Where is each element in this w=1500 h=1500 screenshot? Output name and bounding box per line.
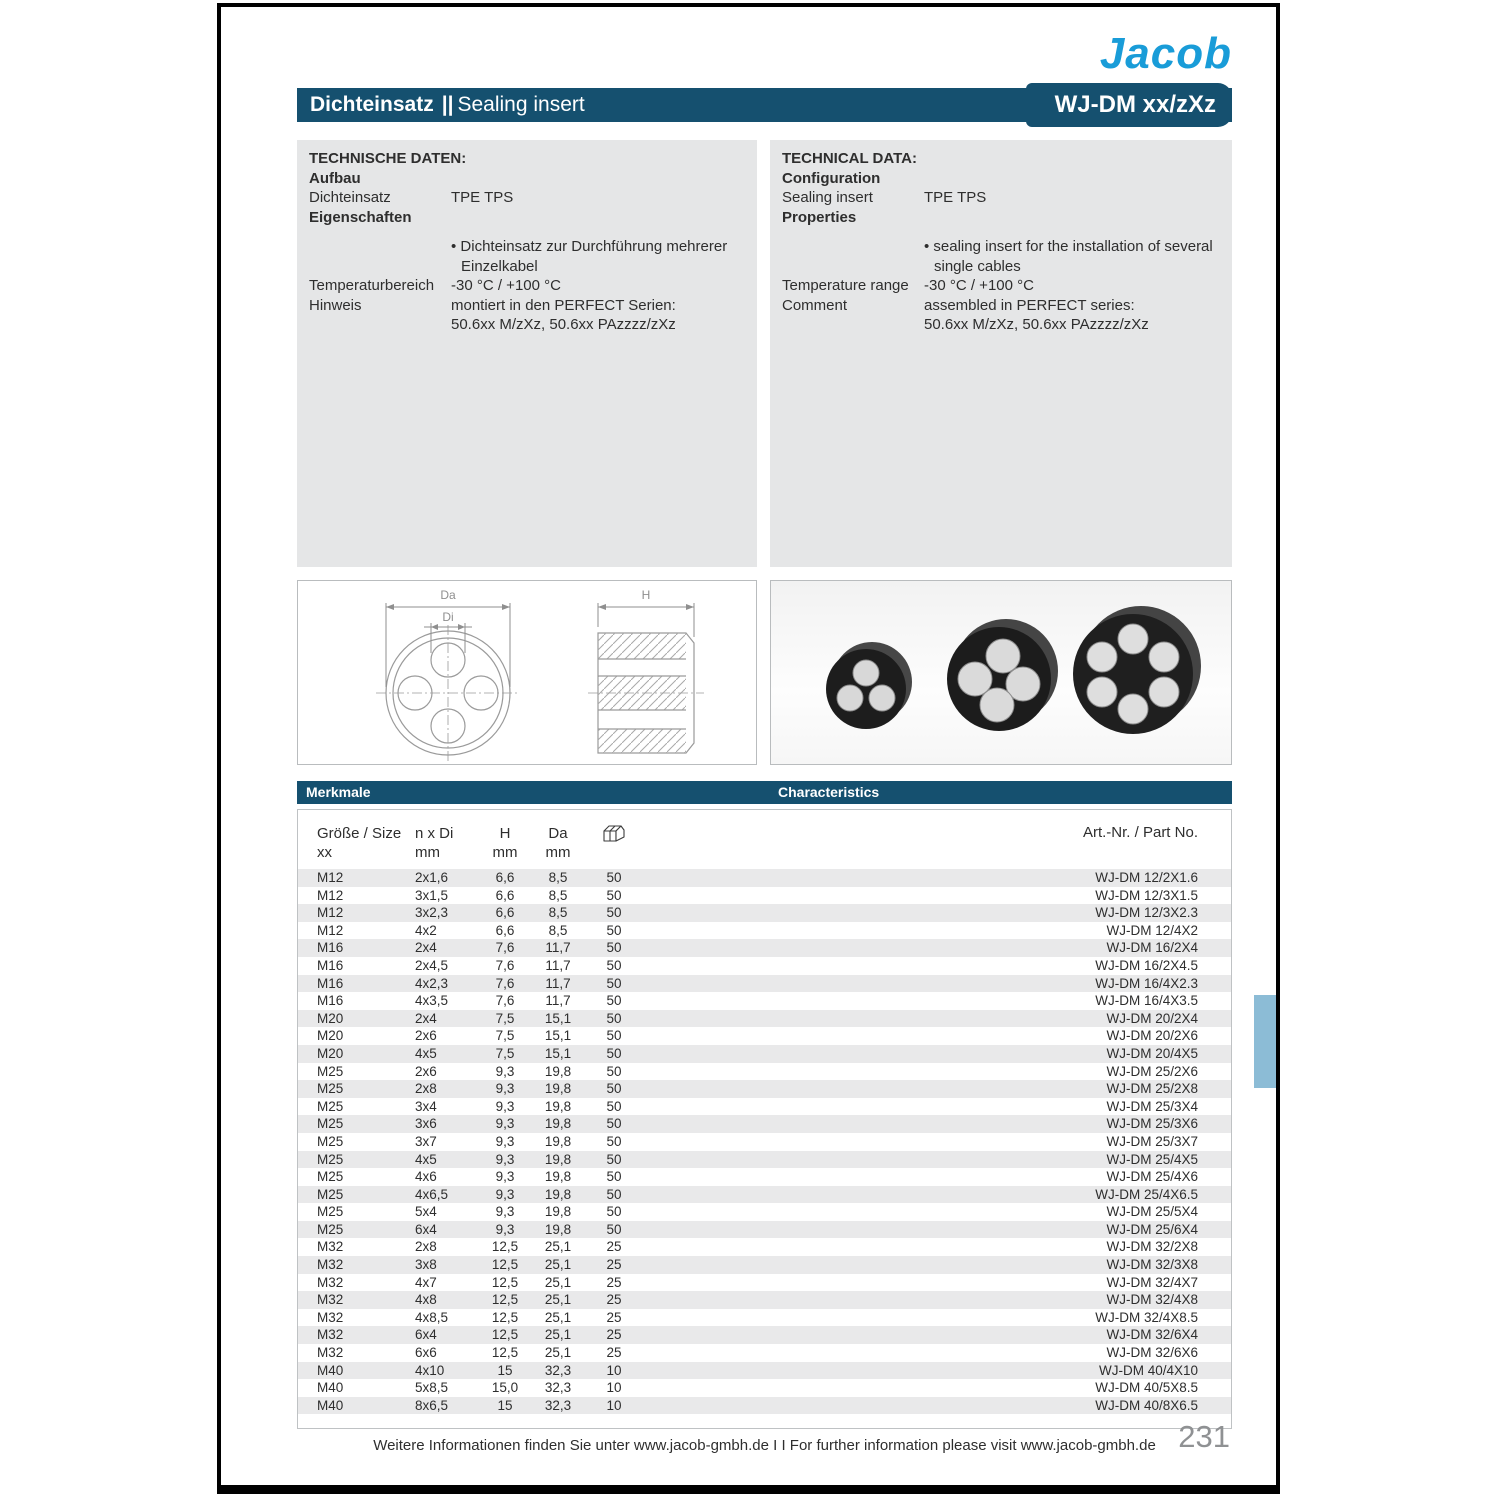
cell-h: 12,5: [491, 1292, 519, 1308]
table-row: [298, 1063, 1231, 1081]
cell-da: 25,1: [544, 1292, 572, 1308]
cell-qty: 50: [606, 1045, 622, 1061]
product-photo-box: [770, 580, 1232, 765]
cell-h: 7,6: [495, 993, 515, 1009]
cell-qty: 50: [606, 975, 622, 991]
cell-h: 9,3: [495, 1204, 515, 1220]
cell-size: M32: [317, 1327, 344, 1343]
cell-da: 11,7: [545, 993, 571, 1009]
table-row: [298, 1256, 1231, 1274]
cell-size: M40: [317, 1397, 344, 1413]
footer-note: Weitere Informationen finden Sie unter www.jacob-gmbh.de I I For further information please visit www.jacob-gmbh.de: [373, 1437, 1156, 1454]
cell-h: 7,6: [495, 940, 515, 956]
cell-n-x-di: 8x6,5: [415, 1397, 449, 1413]
cell-size: M20: [317, 1028, 344, 1044]
cell-qty: 50: [606, 1010, 622, 1026]
cell-n-x-di: 2x1,6: [415, 870, 449, 885]
cell-qty: 50: [606, 1081, 622, 1097]
col-header-h-unit: mm: [492, 844, 518, 861]
cell-n-x-di: 2x4: [415, 940, 437, 956]
cell-qty: 50: [606, 1133, 622, 1149]
cell-size: M12: [317, 887, 344, 903]
cell-n-x-di: 2x6: [415, 1028, 437, 1044]
cell-n-x-di: 4x8: [415, 1292, 437, 1308]
cell-da: 25,1: [544, 1345, 572, 1361]
col-header-ndi: n x Di: [415, 825, 454, 842]
cell-h: 15: [497, 1397, 513, 1413]
table-row: [298, 1168, 1231, 1186]
cell-size: M40: [317, 1380, 344, 1396]
cell-h: 7,6: [495, 975, 515, 991]
cell-n-x-di: 3x8: [415, 1257, 437, 1273]
cell-n-x-di: 2x8: [415, 1239, 437, 1255]
cell-da: 25,1: [544, 1309, 572, 1325]
cell-h: 6,6: [495, 887, 515, 903]
cell-size: M32: [317, 1292, 344, 1308]
cell-size: M16: [317, 993, 344, 1009]
cell-qty: 25: [606, 1327, 622, 1343]
cell-size: M12: [317, 870, 344, 885]
cell-da: 32,3: [544, 1362, 572, 1378]
tech-de-group1: Aufbau: [309, 169, 361, 187]
part-code-badge: WJ-DM xx/zXz: [1026, 83, 1232, 127]
cell-h: 15: [497, 1362, 513, 1378]
cell-n-x-di: 4x5: [415, 1045, 437, 1061]
tech-en-group2: Properties: [782, 208, 857, 226]
cell-n-x-di: 3x1,5: [415, 887, 449, 903]
tech-en-row1-value: TPE TPS: [924, 189, 987, 206]
cell-size: M25: [317, 1221, 344, 1237]
table-row: [298, 922, 1231, 940]
cell-n-x-di: 2x6: [415, 1063, 437, 1079]
col-header-partno: Art.-Nr. / Part No.: [1082, 824, 1198, 841]
table-row: [298, 1344, 1231, 1362]
cell-da: 25,1: [544, 1327, 572, 1343]
cell-part-no: WJ-DM 40/5X8.5: [1095, 1380, 1198, 1396]
cell-da: 19,8: [544, 1116, 572, 1132]
tech-de-row1-label: Dichteinsatz: [309, 189, 391, 206]
cell-size: M32: [317, 1257, 344, 1273]
cell-size: M32: [317, 1274, 344, 1290]
table-row: [298, 1221, 1231, 1239]
parts-table-body: [298, 869, 1231, 1414]
cell-part-no: WJ-DM 12/3X1.5: [1095, 887, 1198, 903]
table-row: [298, 1274, 1231, 1292]
cell-size: M25: [317, 1081, 344, 1097]
cell-h: 9,3: [495, 1169, 515, 1185]
table-row: [298, 869, 1231, 887]
cell-size: M12: [317, 922, 344, 938]
cell-size: M25: [317, 1116, 344, 1132]
cell-da: 11,7: [545, 940, 571, 956]
table-row: [298, 992, 1231, 1010]
cell-qty: 50: [606, 1204, 622, 1220]
cell-qty: 50: [606, 922, 622, 938]
table-row: [298, 1010, 1231, 1028]
cell-n-x-di: 4x6: [415, 1169, 437, 1185]
cell-size: M25: [317, 1204, 344, 1220]
tech-en-group1: Configuration: [782, 169, 881, 187]
cell-h: 6,6: [495, 870, 515, 885]
cell-n-x-di: 3x2,3: [415, 905, 449, 921]
cell-n-x-di: 4x2,3: [415, 975, 449, 991]
cell-part-no: WJ-DM 20/4X5: [1106, 1045, 1198, 1061]
cell-part-no: WJ-DM 25/4X5: [1106, 1151, 1198, 1167]
cell-n-x-di: 4x7: [415, 1274, 437, 1290]
cell-h: 12,5: [491, 1239, 519, 1255]
table-row: [298, 939, 1231, 957]
cell-part-no: WJ-DM 25/3X7: [1106, 1133, 1198, 1149]
cell-part-no: WJ-DM 20/2X6: [1106, 1028, 1198, 1044]
cell-part-no: WJ-DM 25/6X4: [1106, 1221, 1198, 1237]
tech-de-temp-value: -30 °C / +100 °C: [451, 277, 561, 294]
table-row: [298, 1045, 1231, 1063]
cell-n-x-di: 4x10: [415, 1362, 445, 1378]
technical-drawing-box: [297, 580, 757, 765]
cell-part-no: WJ-DM 25/4X6: [1106, 1169, 1198, 1185]
table-row: [298, 1326, 1231, 1344]
tech-en-temp-value: -30 °C / +100 °C: [924, 277, 1034, 294]
table-row: [298, 975, 1231, 993]
cell-n-x-di: 3x7: [415, 1133, 437, 1149]
cell-h: 9,3: [495, 1063, 515, 1079]
cell-n-x-di: 6x6: [415, 1345, 437, 1361]
cell-da: 25,1: [544, 1274, 572, 1290]
cell-h: 6,6: [495, 922, 515, 938]
dim-label-h: H: [641, 588, 651, 602]
sealing-insert-4-hole: [947, 619, 1058, 731]
side-index-tab: [1254, 995, 1276, 1088]
cell-qty: 50: [606, 1028, 622, 1044]
package-icon: [602, 824, 626, 847]
cell-da: 19,8: [544, 1063, 572, 1079]
cell-da: 19,8: [544, 1098, 572, 1114]
cell-part-no: WJ-DM 16/2X4: [1106, 940, 1198, 956]
page-number: 231: [1178, 1419, 1230, 1454]
table-row: [298, 1362, 1231, 1380]
cell-da: 25,1: [544, 1239, 572, 1255]
tech-en-row1-label: Sealing insert: [782, 189, 873, 206]
cell-size: M25: [317, 1186, 344, 1202]
cell-size: M25: [317, 1098, 344, 1114]
cell-qty: 10: [606, 1380, 622, 1396]
cell-part-no: WJ-DM 32/4X8: [1106, 1292, 1198, 1308]
cell-da: 19,8: [544, 1169, 572, 1185]
cell-part-no: WJ-DM 12/3X2.3: [1095, 905, 1198, 921]
cell-part-no: WJ-DM 25/3X4: [1106, 1098, 1198, 1114]
cell-h: 7,5: [495, 1028, 515, 1044]
title-german: Dichteinsatz: [310, 93, 434, 116]
cell-h: 12,5: [491, 1309, 519, 1325]
cell-part-no: WJ-DM 25/4X6.5: [1095, 1186, 1198, 1202]
cell-part-no: WJ-DM 16/2X4.5: [1095, 957, 1198, 973]
cell-da: 32,3: [544, 1380, 572, 1396]
product-photo: [771, 581, 1231, 764]
parts-table: [297, 809, 1232, 1429]
tech-en-bullet1: • sealing insert for the installation of several: [924, 238, 1213, 255]
tech-de-heading: TECHNISCHE DATEN:: [309, 150, 467, 167]
cell-da: 11,7: [545, 957, 571, 973]
cell-size: M16: [317, 975, 344, 991]
table-row: [298, 1238, 1231, 1256]
cell-qty: 50: [606, 905, 622, 921]
cell-part-no: WJ-DM 32/6X6: [1106, 1345, 1198, 1361]
tech-de-row1-value: TPE TPS: [451, 189, 514, 206]
cell-h: 12,5: [491, 1345, 519, 1361]
cell-da: 8,5: [548, 905, 568, 921]
cell-size: M25: [317, 1133, 344, 1149]
table-row: [298, 1098, 1231, 1116]
cell-h: 9,3: [495, 1081, 515, 1097]
technical-drawing: [298, 581, 756, 764]
cell-n-x-di: 2x4,5: [415, 957, 449, 973]
cell-da: 32,3: [544, 1397, 572, 1413]
cell-size: M25: [317, 1151, 344, 1167]
technical-data-german: [297, 140, 757, 567]
cell-da: 11,7: [545, 975, 571, 991]
cell-n-x-di: 5x8,5: [415, 1380, 449, 1396]
cell-part-no: WJ-DM 25/2X8: [1106, 1081, 1198, 1097]
cell-part-no: WJ-DM 25/5X4: [1106, 1204, 1198, 1220]
col-header-size: Größe / Size: [317, 825, 402, 842]
parts-table-header: [298, 810, 1231, 869]
tech-de-note-value1: montiert in den PERFECT Serien:: [451, 296, 676, 314]
jacob-logo: Jacob: [1099, 29, 1232, 78]
table-row: [298, 887, 1231, 905]
cell-n-x-di: 4x2: [415, 922, 437, 938]
table-row: [298, 957, 1231, 975]
table-row: [298, 1291, 1231, 1309]
cell-n-x-di: 2x4: [415, 1010, 437, 1026]
cell-n-x-di: 3x4: [415, 1098, 437, 1114]
tech-de-note-value2: 50.6xx M/zXz, 50.6xx PAzzzz/zXz: [451, 316, 676, 333]
table-row: [298, 904, 1231, 922]
table-row: [298, 1151, 1231, 1169]
cell-size: M16: [317, 957, 344, 973]
table-row: [298, 1309, 1231, 1327]
cell-n-x-di: 6x4: [415, 1221, 437, 1237]
cell-part-no: WJ-DM 32/4X8.5: [1095, 1309, 1198, 1325]
cell-qty: 50: [606, 870, 622, 885]
cell-size: M32: [317, 1309, 344, 1325]
tech-de-bullet1: • Dichteinsatz zur Durchführung mehrerer: [451, 238, 728, 255]
cell-h: 12,5: [491, 1327, 519, 1343]
cell-size: M32: [317, 1239, 344, 1255]
cell-part-no: WJ-DM 20/2X4: [1106, 1010, 1198, 1026]
section-label-merkmale: Merkmale: [306, 784, 371, 800]
cell-qty: 50: [606, 957, 622, 973]
cell-qty: 25: [606, 1309, 622, 1325]
cell-n-x-di: 4x6,5: [415, 1186, 449, 1202]
cell-part-no: WJ-DM 32/2X8: [1106, 1239, 1198, 1255]
tech-en-note-label: Comment: [782, 296, 848, 314]
cell-h: 12,5: [491, 1257, 519, 1273]
cell-h: 9,3: [495, 1221, 515, 1237]
cell-n-x-di: 4x5: [415, 1151, 437, 1167]
cell-h: 9,3: [495, 1098, 515, 1114]
cell-n-x-di: 5x4: [415, 1204, 437, 1220]
cell-part-no: WJ-DM 16/4X3.5: [1095, 993, 1198, 1009]
cell-part-no: WJ-DM 16/4X2.3: [1095, 975, 1198, 991]
cell-da: 8,5: [548, 870, 568, 885]
table-row: [298, 1115, 1231, 1133]
cell-h: 9,3: [495, 1133, 515, 1149]
col-header-ndi-unit: mm: [415, 844, 440, 861]
cell-part-no: WJ-DM 32/3X8: [1106, 1257, 1198, 1273]
sealing-insert-3-hole: [826, 642, 912, 729]
cell-h: 7,5: [495, 1045, 515, 1061]
cell-da: 8,5: [548, 887, 568, 903]
cell-size: M20: [317, 1045, 344, 1061]
cell-part-no: WJ-DM 32/6X4: [1106, 1327, 1198, 1343]
cell-qty: 10: [606, 1362, 622, 1378]
table-row: [298, 1397, 1231, 1415]
cell-part-no: WJ-DM 12/2X1.6: [1095, 870, 1198, 885]
cell-da: 19,8: [544, 1081, 572, 1097]
cell-size: M25: [317, 1063, 344, 1079]
cell-size: M12: [317, 905, 344, 921]
cell-qty: 50: [606, 940, 622, 956]
table-row: [298, 1379, 1231, 1397]
cell-qty: 50: [606, 1169, 622, 1185]
cell-n-x-di: 3x6: [415, 1116, 437, 1132]
cell-part-no: WJ-DM 12/4X2: [1106, 922, 1198, 938]
cell-h: 6,6: [495, 905, 515, 921]
cell-part-no: WJ-DM 40/8X6.5: [1095, 1397, 1198, 1413]
sealing-insert-6-hole: [1073, 606, 1201, 734]
cell-da: 19,8: [544, 1221, 572, 1237]
cell-h: 9,3: [495, 1186, 515, 1202]
tech-de-note-label: Hinweis: [309, 296, 362, 314]
table-row: [298, 1203, 1231, 1221]
cell-da: 19,8: [544, 1151, 572, 1167]
cell-part-no: WJ-DM 40/4X10: [1098, 1362, 1198, 1378]
tech-en-bullet2: single cables: [934, 257, 1021, 275]
table-row: [298, 1133, 1231, 1151]
cell-da: 19,8: [544, 1204, 572, 1220]
cell-qty: 25: [606, 1292, 622, 1308]
cell-qty: 50: [606, 887, 622, 903]
cell-n-x-di: 4x3,5: [415, 993, 449, 1009]
cell-part-no: WJ-DM 25/3X6: [1106, 1116, 1198, 1132]
cell-da: 15,1: [544, 1045, 572, 1061]
cell-qty: 25: [606, 1257, 622, 1273]
datasheet-page: [217, 3, 1280, 1494]
col-header-h: H: [499, 825, 511, 842]
section-label-characteristics: Characteristics: [778, 784, 880, 800]
cell-size: M16: [317, 940, 344, 956]
tech-en-heading: TECHNICAL DATA:: [782, 150, 917, 167]
characteristics-bar: [297, 781, 1232, 804]
cell-size: M25: [317, 1169, 344, 1185]
tech-de-bullet2: Einzelkabel: [461, 257, 538, 275]
col-header-da: Da: [548, 825, 568, 842]
cell-part-no: WJ-DM 25/2X6: [1106, 1063, 1198, 1079]
cell-qty: 50: [606, 1186, 622, 1202]
table-row: [298, 1027, 1231, 1045]
tech-de-temp-label: Temperaturbereich: [309, 277, 435, 294]
cell-qty: 50: [606, 1151, 622, 1167]
cell-da: 25,1: [544, 1257, 572, 1273]
cell-qty: 25: [606, 1345, 622, 1361]
cell-da: 15,1: [544, 1028, 572, 1044]
cell-n-x-di: 2x8: [415, 1081, 437, 1097]
table-row: [298, 1080, 1231, 1098]
col-header-da-unit: mm: [545, 844, 571, 861]
cell-h: 7,5: [495, 1010, 515, 1026]
cell-qty: 50: [606, 1098, 622, 1114]
cell-h: 9,3: [495, 1151, 515, 1167]
cell-qty: 50: [606, 1116, 622, 1132]
cell-h: 12,5: [491, 1274, 519, 1290]
cell-size: M20: [317, 1010, 344, 1026]
tech-de-group2: Eigenschaften: [309, 208, 412, 226]
cell-qty: 50: [606, 1063, 622, 1079]
cell-h: 7,6: [495, 957, 515, 973]
title-separator: ||: [441, 93, 454, 116]
technical-data-english: [770, 140, 1232, 567]
col-header-size-unit: xx: [317, 844, 332, 861]
dim-label-da: Da: [440, 588, 456, 602]
cell-da: 19,8: [544, 1186, 572, 1202]
cell-n-x-di: 6x4: [415, 1327, 437, 1343]
table-row: [298, 1186, 1231, 1204]
cell-qty: 25: [606, 1239, 622, 1255]
cell-qty: 50: [606, 993, 622, 1009]
tech-en-note-value2: 50.6xx M/zXz, 50.6xx PAzzzz/zXz: [924, 316, 1149, 333]
cell-qty: 50: [606, 1221, 622, 1237]
tech-en-note-value1: assembled in PERFECT series:: [924, 296, 1135, 314]
cell-size: M40: [317, 1362, 344, 1378]
cell-part-no: WJ-DM 32/4X7: [1106, 1274, 1198, 1290]
cell-qty: 10: [606, 1397, 622, 1413]
title-english: Sealing insert: [457, 93, 585, 116]
cell-da: 8,5: [548, 922, 568, 938]
cell-da: 15,1: [544, 1010, 572, 1026]
cell-h: 9,3: [495, 1116, 515, 1132]
cell-h: 15,0: [491, 1380, 519, 1396]
cell-da: 19,8: [544, 1133, 572, 1149]
dim-label-di: Di: [442, 610, 454, 624]
cell-n-x-di: 4x8,5: [415, 1309, 449, 1325]
cell-size: M32: [317, 1345, 344, 1361]
cell-qty: 25: [606, 1274, 622, 1290]
tech-en-temp-label: Temperature range: [782, 277, 909, 294]
